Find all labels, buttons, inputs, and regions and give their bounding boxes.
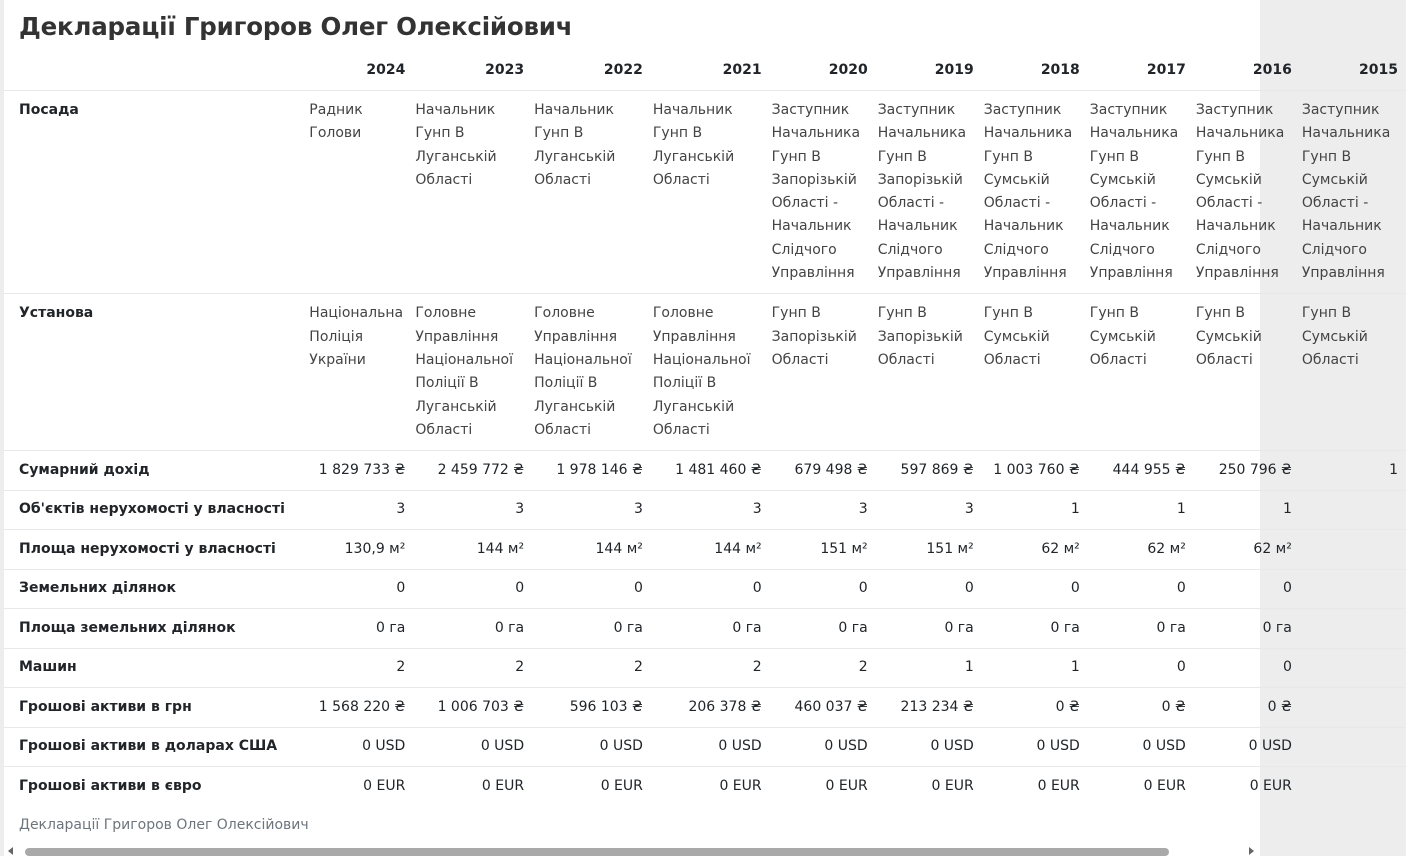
table-cell: 0 га bbox=[876, 609, 982, 649]
table-cell: 3 bbox=[307, 490, 413, 530]
row-label: Машин bbox=[4, 648, 307, 688]
table-cell: 2 bbox=[413, 648, 532, 688]
table-cell: 0 EUR bbox=[770, 767, 876, 806]
table-cell: Заступник Начальника Гунп В Сумській Області - Начальник Слідчого Управління bbox=[1088, 91, 1194, 294]
table-cell: 0 га bbox=[982, 609, 1088, 649]
table-cell: 0 USD bbox=[770, 727, 876, 767]
table-cell: Гунп В Запорізькій Області bbox=[876, 294, 982, 451]
table-cell: Заступник Начальника Гунп В Сумській Області - Начальник Слідчого Управління bbox=[1300, 91, 1406, 294]
table-cell: 3 bbox=[876, 490, 982, 530]
year-header: 2022 bbox=[603, 62, 643, 79]
table-cell: 1 568 220 ₴ bbox=[307, 688, 413, 728]
table-cell: 0 га bbox=[1088, 609, 1194, 649]
row-label: Грошові активи в євро bbox=[4, 767, 307, 806]
row-label: Сумарний дохід bbox=[4, 451, 307, 491]
table-cell: 144 м² bbox=[532, 530, 651, 570]
table-cell: 144 м² bbox=[651, 530, 770, 570]
table-cell: 1 bbox=[982, 648, 1088, 688]
table-cell: Начальник Гунп В Луганській Області bbox=[413, 91, 532, 294]
table-cell: 3 bbox=[770, 490, 876, 530]
arrow-right-icon[interactable] bbox=[1249, 847, 1254, 855]
year-header: 2019 bbox=[934, 62, 974, 79]
table-cell: 250 796 ₴ bbox=[1194, 451, 1300, 491]
table-cell: 130,9 м² bbox=[307, 530, 413, 570]
table-cell: 0 EUR bbox=[1194, 767, 1300, 806]
table-cell: 1 006 703 ₴ bbox=[413, 688, 532, 728]
table-cell: 0 bbox=[651, 569, 770, 609]
year-header: 2020 bbox=[828, 62, 868, 79]
table-cell: 596 103 ₴ bbox=[532, 688, 651, 728]
table-cell: 2 bbox=[770, 648, 876, 688]
table-cell: 597 869 ₴ bbox=[876, 451, 982, 491]
table-cell: Головне Управління Національної Поліції В Луганській Області bbox=[532, 294, 651, 451]
table-cell bbox=[1300, 688, 1406, 728]
table-cell: 0 га bbox=[532, 609, 651, 649]
table-cell: 1 bbox=[1194, 490, 1300, 530]
page-title: Декларації Григоров Олег Олексійович bbox=[19, 12, 573, 41]
table-row bbox=[4, 569, 1406, 609]
table-cell: 1 829 733 ₴ bbox=[307, 451, 413, 491]
table-cell: 0 га bbox=[651, 609, 770, 649]
year-header: 2018 bbox=[1040, 62, 1080, 79]
table-cell: 0 USD bbox=[1194, 727, 1300, 767]
table-cell: 62 м² bbox=[1088, 530, 1194, 570]
table-cell: Гунп В Запорізькій Області bbox=[770, 294, 876, 451]
table-cell: Начальник Гунп В Луганській Області bbox=[532, 91, 651, 294]
table-row bbox=[4, 688, 1406, 728]
arrow-left-icon[interactable] bbox=[8, 847, 13, 855]
table-row-posada bbox=[4, 91, 1406, 294]
table-cell: Гунп В Сумській Області bbox=[1300, 294, 1406, 451]
table-cell: 0 bbox=[1194, 569, 1300, 609]
row-label: Площа земельних ділянок bbox=[4, 609, 307, 649]
table-cell: 0 USD bbox=[876, 727, 982, 767]
table-cell: 460 037 ₴ bbox=[770, 688, 876, 728]
table-cell: 213 234 ₴ bbox=[876, 688, 982, 728]
row-label: Земельних ділянок bbox=[4, 569, 307, 609]
table-cell: 62 м² bbox=[982, 530, 1088, 570]
table-cell: 0 EUR bbox=[413, 767, 532, 806]
year-header: 2015 bbox=[1359, 62, 1398, 79]
table-cell: 0 ₴ bbox=[1194, 688, 1300, 728]
year-header-row bbox=[4, 52, 1406, 91]
table-row bbox=[4, 451, 1406, 491]
table-cell: 0 ₴ bbox=[982, 688, 1088, 728]
table-cell bbox=[1300, 767, 1406, 806]
table-cell: 62 м² bbox=[1194, 530, 1300, 570]
table-cell bbox=[1300, 727, 1406, 767]
table-cell: 1 003 760 ₴ bbox=[982, 451, 1088, 491]
table-cell: 1 978 146 ₴ bbox=[532, 451, 651, 491]
row-label: Посада bbox=[4, 91, 307, 294]
table-cell: 0 USD bbox=[307, 727, 413, 767]
table-cell: 0 USD bbox=[982, 727, 1088, 767]
table-cell: 0 га bbox=[1194, 609, 1300, 649]
table-cell: 0 bbox=[307, 569, 413, 609]
table-cell: 3 bbox=[651, 490, 770, 530]
table-row bbox=[4, 648, 1406, 688]
table-row-ustanova bbox=[4, 294, 1406, 451]
table-cell: Гунп В Сумській Області bbox=[1194, 294, 1300, 451]
year-header: 2023 bbox=[485, 62, 525, 79]
table-cell: 0 bbox=[1088, 569, 1194, 609]
table-cell bbox=[1300, 648, 1406, 688]
table-scroll-container[interactable] bbox=[4, 52, 1398, 806]
table-cell: 0 bbox=[770, 569, 876, 609]
table-cell: 1 bbox=[876, 648, 982, 688]
table-cell: 0 EUR bbox=[651, 767, 770, 806]
table-row bbox=[4, 530, 1406, 570]
row-label: Грошові активи в доларах США bbox=[4, 727, 307, 767]
table-cell: Заступник Начальника Гунп В Сумській Області - Начальник Слідчого Управління bbox=[1194, 91, 1300, 294]
year-header: 2016 bbox=[1252, 62, 1292, 79]
scrollbar-thumb[interactable] bbox=[25, 848, 1169, 856]
table-cell: Заступник Начальника Гунп В Запорізькій Області - Начальник Слідчого Управління bbox=[770, 91, 876, 294]
table-cell: 444 955 ₴ bbox=[1088, 451, 1194, 491]
table-cell: 0 USD bbox=[532, 727, 651, 767]
table-cell bbox=[1300, 530, 1406, 570]
table-cell: Національна Поліція України bbox=[307, 294, 413, 451]
table-cell: Заступник Начальника Гунп В Сумській Області - Начальник Слідчого Управління bbox=[982, 91, 1088, 294]
table-cell: Начальник Гунп В Луганській Області bbox=[651, 91, 770, 294]
header-blank-cell bbox=[4, 52, 307, 91]
table-cell: 0 га bbox=[307, 609, 413, 649]
table-cell: 0 USD bbox=[651, 727, 770, 767]
table-row bbox=[4, 609, 1406, 649]
table-cell: 0 USD bbox=[413, 727, 532, 767]
table-row bbox=[4, 727, 1406, 767]
table-cell: 0 га bbox=[770, 609, 876, 649]
table-cell: 0 ₴ bbox=[1088, 688, 1194, 728]
table-cell: 679 498 ₴ bbox=[770, 451, 876, 491]
table-cell: Радник Голови bbox=[307, 91, 413, 294]
table-cell: 206 378 ₴ bbox=[651, 688, 770, 728]
table-cell: Гунп В Сумській Області bbox=[1088, 294, 1194, 451]
table-cell: 1 bbox=[982, 490, 1088, 530]
declarations-table bbox=[4, 52, 1406, 806]
table-cell: 1 481 460 ₴ bbox=[651, 451, 770, 491]
table-cell: 0 га bbox=[413, 609, 532, 649]
table-cell: 0 bbox=[1194, 648, 1300, 688]
table-cell: 1 bbox=[1088, 490, 1194, 530]
table-cell: 0 EUR bbox=[307, 767, 413, 806]
table-cell: 2 bbox=[307, 648, 413, 688]
table-row bbox=[4, 767, 1406, 806]
table-cell: 2 bbox=[651, 648, 770, 688]
table-cell: Головне Управління Національної Поліції В Луганській Області bbox=[651, 294, 770, 451]
table-cell: 2 459 772 ₴ bbox=[413, 451, 532, 491]
table-cell: 144 м² bbox=[413, 530, 532, 570]
horizontal-scrollbar[interactable] bbox=[4, 846, 1260, 856]
table-cell: 0 USD bbox=[1088, 727, 1194, 767]
table-cell: 0 EUR bbox=[1088, 767, 1194, 806]
table-cell: 151 м² bbox=[876, 530, 982, 570]
table-cell: 0 bbox=[876, 569, 982, 609]
table-cell: 151 м² bbox=[770, 530, 876, 570]
year-header: 2021 bbox=[722, 62, 762, 79]
table-cell bbox=[1300, 569, 1406, 609]
table-caption: Декларації Григоров Олег Олексійович bbox=[19, 817, 309, 833]
declarations-card bbox=[4, 0, 1398, 856]
table-cell: 0 EUR bbox=[532, 767, 651, 806]
table-cell: 0 bbox=[1088, 648, 1194, 688]
row-label: Об'єктів нерухомості у власності bbox=[4, 490, 307, 530]
table-cell: 2 bbox=[532, 648, 651, 688]
row-label: Установа bbox=[4, 294, 307, 451]
table-cell: Гунп В Сумській Області bbox=[982, 294, 1088, 451]
table-cell: 0 EUR bbox=[876, 767, 982, 806]
table-cell: 0 EUR bbox=[982, 767, 1088, 806]
table-cell bbox=[1300, 609, 1406, 649]
year-header: 2017 bbox=[1146, 62, 1186, 79]
year-header: 2024 bbox=[366, 62, 406, 79]
row-label: Грошові активи в грн bbox=[4, 688, 307, 728]
row-label: Площа нерухомості у власності bbox=[4, 530, 307, 570]
table-cell: 1 bbox=[1300, 451, 1406, 491]
table-cell bbox=[1300, 490, 1406, 530]
table-row bbox=[4, 490, 1406, 530]
table-cell: 3 bbox=[413, 490, 532, 530]
table-cell: Заступник Начальника Гунп В Запорізькій Області - Начальник Слідчого Управління bbox=[876, 91, 982, 294]
table-cell: 0 bbox=[413, 569, 532, 609]
table-cell: 0 bbox=[532, 569, 651, 609]
table-cell: 3 bbox=[532, 490, 651, 530]
table-cell: 0 bbox=[982, 569, 1088, 609]
table-cell: Головне Управління Національної Поліції В Луганській Області bbox=[413, 294, 532, 451]
